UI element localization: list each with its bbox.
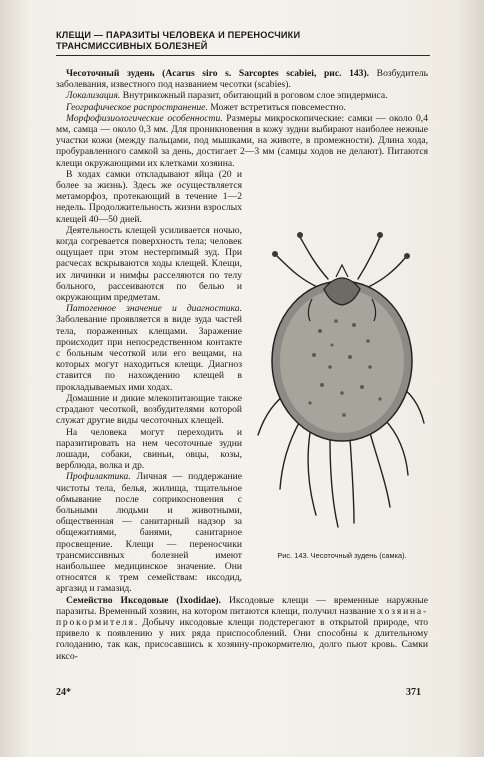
paragraph-7: Патогенное значение и диагностика. Заболевание проявляется в виде зуда частей тела, пораженных клещами. Заражение происходит при непосредственном контакте с больным чесоткой или его вещами, на которых могут находиться клещи. Диагноз ставится по нахождению клещей в прокладываемых ими ходах. xyxy=(56,303,242,393)
paragraph-2: Локализация. Внутрикожный паразит, обитающий в роговом слое эпидермиса. xyxy=(66,90,388,102)
figure-caption: Рис. 143. Чесоточный зудень (самка). xyxy=(277,550,407,560)
paragraph-3: Географическое распространение. Может встретиться повсеместно. xyxy=(66,101,346,113)
scabies-mite-illustration xyxy=(250,171,428,551)
header-rule xyxy=(56,55,430,56)
figure-143 xyxy=(250,171,428,571)
paragraph-8: Домашние и дикие млекопитающие также страдают чесоткой, возбудителями которой служат другие виды чесоточных клещей. xyxy=(56,392,242,427)
printer-signature: 24* xyxy=(56,687,71,698)
paragraph-4: Морфофизиологические особенности. Размеры микроскопические: самки — около 0,4 мм, самца — около 0,3 мм. Для проникновения в кожу зудни выбирают наиболее нежные участки кожи (между пальцами, под мышками, на животе, в промежности). Длина хода, пробуравленного самкой за день, достигает 2—3 мм (самцы ходов не делают). Питаются клещи окружающими их клетками хозяина. xyxy=(56,112,428,169)
paragraph-11: Семейство Иксодовые (Ixodidae). Иксодовые клещи — временные наружные паразиты. Временный хозяин, на котором питаются клещи, получил название хозяина-прокормителя. Добычу иксодовые клещи подстерегают в открытой природе, что привело к появлению у них ряда приспособлений. Они способны к длительному голоданию, так как, присосавшись к хозяину-прокормителю, долго пьют кровь. Самки иксо- xyxy=(56,594,428,662)
paragraph-10: Профилактика. Личная — поддержание чистоты тела, белья, жилища, тщательное обмывание после соприкосновения с больными людьми и животными, общественная — санитарный надзор за общежитиями, банями, санитарное просвещение. Клещи — переносчики трансмиссивных болезней имеют наибольшее медицинское значение. Они относятся к трем семействам: иксодид, аргазид и гамазид. xyxy=(56,471,242,595)
section-header xyxy=(56,30,436,52)
paragraph-5: В ходах самки откладывают яйца (20 и более за жизнь). Здесь же осуществляется метаморфоз, протекающий в течение 1—2 недель. Продолжительность жизни взрослых клещей 40—50 дней. xyxy=(56,168,242,225)
species-title: Чесоточный зудень (Acarus siro s. Sarcoptes scabiei, рис. 143). xyxy=(66,68,370,79)
paragraph-6: Деятельность клещей усиливается ночью, когда согревается поверхность тела; человек ощущает при этом нестерпимый зуд. При расчесах вскрываются ходы клещей. Клещи, их личинки и нимфы расселяются по телу больного, рассеиваются по белью и окружающим предметам. xyxy=(56,224,242,304)
page-number: 371 xyxy=(406,687,421,698)
header-line-2: ТРАНСМИССИВНЫХ БОЛЕЗНЕЙ xyxy=(56,41,208,51)
main-text xyxy=(56,68,428,662)
paragraph-9: На человека могут переходить и паразитировать на нем чесоточные зудни лошади, собаки, свиньи, овцы, козы, верблюда, волка и др. xyxy=(56,426,242,472)
paragraph-1: Чесоточный зудень (Acarus siro s. Sarcoptes scabiei, рис. 143). Возбудитель заболевания, известного под названием чесотки (scabies). xyxy=(56,68,428,91)
header-line-1: КЛЕЩИ — ПАРАЗИТЫ ЧЕЛОВЕКА И ПЕРЕНОСЧИКИ xyxy=(56,30,301,40)
